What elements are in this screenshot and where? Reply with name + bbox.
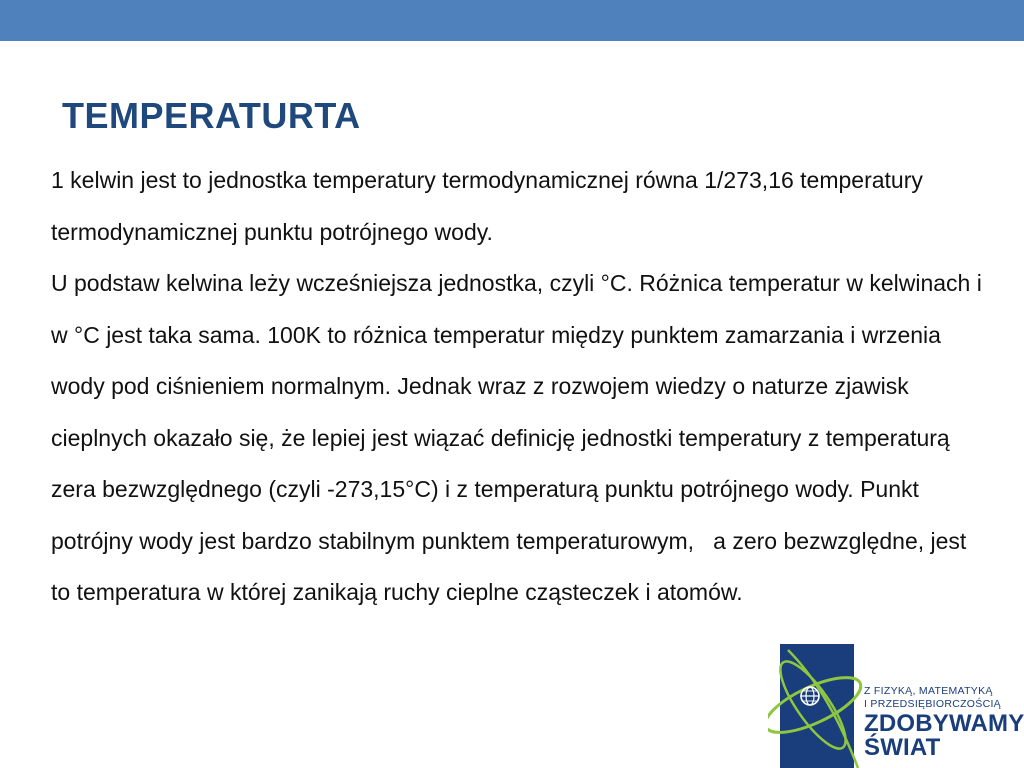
logo-tagline-1: Z FIZYKĄ, MATEMATYKĄ — [864, 685, 993, 697]
logo-title-1: ZDOBYWAMY — [864, 710, 1024, 737]
paragraph-celsius-relation: U podstaw kelwina leży wcześniejsza jednostka, czyli °C. Różnica temperatur w kelwinach i w °C jest taka sama. 100K to różnica temperatur między punktem zamarzania i wrzenia wody pod ciśnieniem normalnym. Jednak wraz z rozwojem wiedzy o naturze zjawisk cieplnych okazało się, że lepiej jest wiązać definicję jednostki temperatury z temperaturą zera bezwzględnego (czyli -273,15°C) i z temperaturą punktu potrójnego wody. Punkt potrójny wody jest bardzo stabilnym punktem temperaturowym, a zero bezwzględne, jest to temperatura w której zanikają ruchy cieplne cząsteczek i atomów. — [51, 270, 989, 605]
project-logo — [768, 630, 1024, 768]
logo-title-2: ŚWIAT — [864, 734, 941, 761]
header-bar — [0, 0, 1024, 41]
logo-tagline-2: I PRZEDSIĘBIORCZOŚCIĄ — [864, 698, 1001, 710]
slide-title: TEMPERATURTA — [62, 95, 361, 136]
slide-body — [51, 155, 989, 619]
paragraph-kelvin-definition: 1 kelwin jest to jednostka temperatury termodynamicznej równa 1/273,16 temperatury termodynamicznej punktu potrójnego wody. — [51, 167, 930, 245]
